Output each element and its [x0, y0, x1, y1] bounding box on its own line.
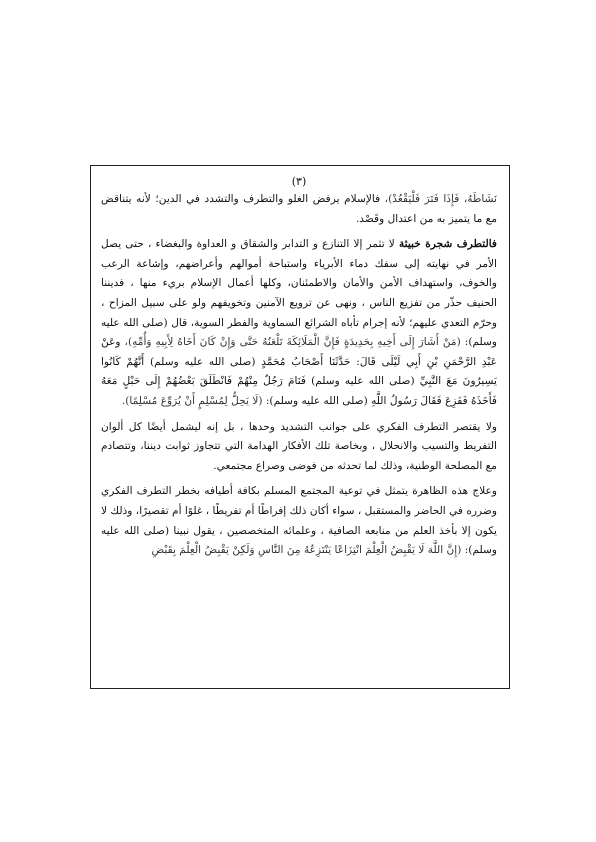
paragraph-lead: فالتطرف شجرة خبيثة [398, 238, 497, 251]
paragraph-text: وعلاج هذه الظاهرة يتمثل في توعية المجتمع المسلم بكافة أطيافه بخطر التطرف الفكري وضرره في الحاضر والمستقبل ، سواء أكان ذلك إفراطًا أم تفريطًا ، غلوًا أم تقصيرًا، وذلك لا يكون إلا بأخذ العلم من منابعه الصافية ، وعلمائه المتخصصين ، يقول نبينا (صلى الله عليه وسلم): [101, 485, 497, 557]
paragraph-4 [101, 482, 497, 560]
paragraph-3: ولا يقتصر التطرف الفكري على جوانب التشديد وحدها ، بل إنه ليشمل أيضًا كل ألوان التفريط والتسيب والانحلال ، وبخاصة تلك الأفكار الهدامة التي تتجاوز ثوابت ديننا، وتتصادم مع المصلحة الوطنية، وذلك لما تحدثه من فوضى وصراع مجتمعي. [101, 420, 497, 472]
paragraph-1 [101, 190, 497, 229]
paragraph-text: وعَنْ عَبْدِ الرَّحْمَنِ بْنِ أَبِي لَيْلَى قَالَ: حَدَّثَنَا أَصْحَابُ مُحَمَّدٍ (صلى الله عليه وسلم) أَنَّهُمْ كَانُوا يَسِيرُونَ مَعَ النَّبِيِّ (صلى الله عليه وسلم) فَنَامَ رَجُلٌ مِنْهُمْ فَانْطَلَقَ بَعْضُهُمْ إِلَى حَبْلٍ مَعَهُ فَأَخَذَهُ فَفَزِعَ فَقَالَ رَسُولُ اللَّهِ (صلى الله عليه وسلم): [101, 336, 497, 407]
page-number: (٣) [291, 175, 307, 188]
paragraph-2 [101, 235, 497, 411]
paragraph-text: لا تثمر إلا التنازع و التدابر والشقاق و العداوة والبغضاء ، حتى يصل الأمر في نهايته إلى سفك دماء الأبرياء واستباحة أموالهم وأعراضهم، وإشاعة الرعب والخوف، واستهداف الأمن والأمان والاطمئنان، وكلها أعمال الإسلام بريء منها ، فديننا الحنيف حذّر من تفزيع الناس ، ونهى عن ترويع الآمنين وتخويفهم ولو على سبيل المزاح ، وحرّم التعدي عليهم؛ لأنه إجرام تأباه الشرائع السماوية والفطر السوية، قال (صلى الله عليه وسلم): [101, 238, 498, 349]
hadith-quote: (مَنْ أَشَارَ إِلَى أَخِيهِ بِحَدِيدَةٍ فَإِنَّ الْمَلَائِكَةَ تَلْعَنُهُ حَتَّى وَإِنْ كَانَ أَخَاهُ لِأَبِيهِ وَأُمِّهِ)، [124, 336, 461, 349]
document-body [101, 190, 497, 561]
page-frame [90, 165, 510, 689]
hadith-quote: نَشَاطَهُ، فَإِذَا فَتَرَ فَلْيَقْعُدْ)، [384, 193, 498, 205]
hadith-quote: (لَا يَحِلُّ لِمُسْلِمٍ أَنْ يُرَوِّعَ مُسْلِمًا). [121, 394, 263, 407]
paragraph-text: فالإسلام يرفض الغلو والتطرف والتشدد في الدين؛ لأنه يتناقض مع ما يتميز به من اعتدال وقَصْد. [101, 193, 497, 225]
hadith-quote: (إِنَّ اللَّهَ لَا يَقْبِضُ الْعِلْمَ انْتِزَاعًا يَنْتَزِعُهُ مِنَ النَّاسِ وَلَكِنْ يَقْبِضُ الْعِلْمَ بِقَبْضِ [151, 544, 462, 557]
